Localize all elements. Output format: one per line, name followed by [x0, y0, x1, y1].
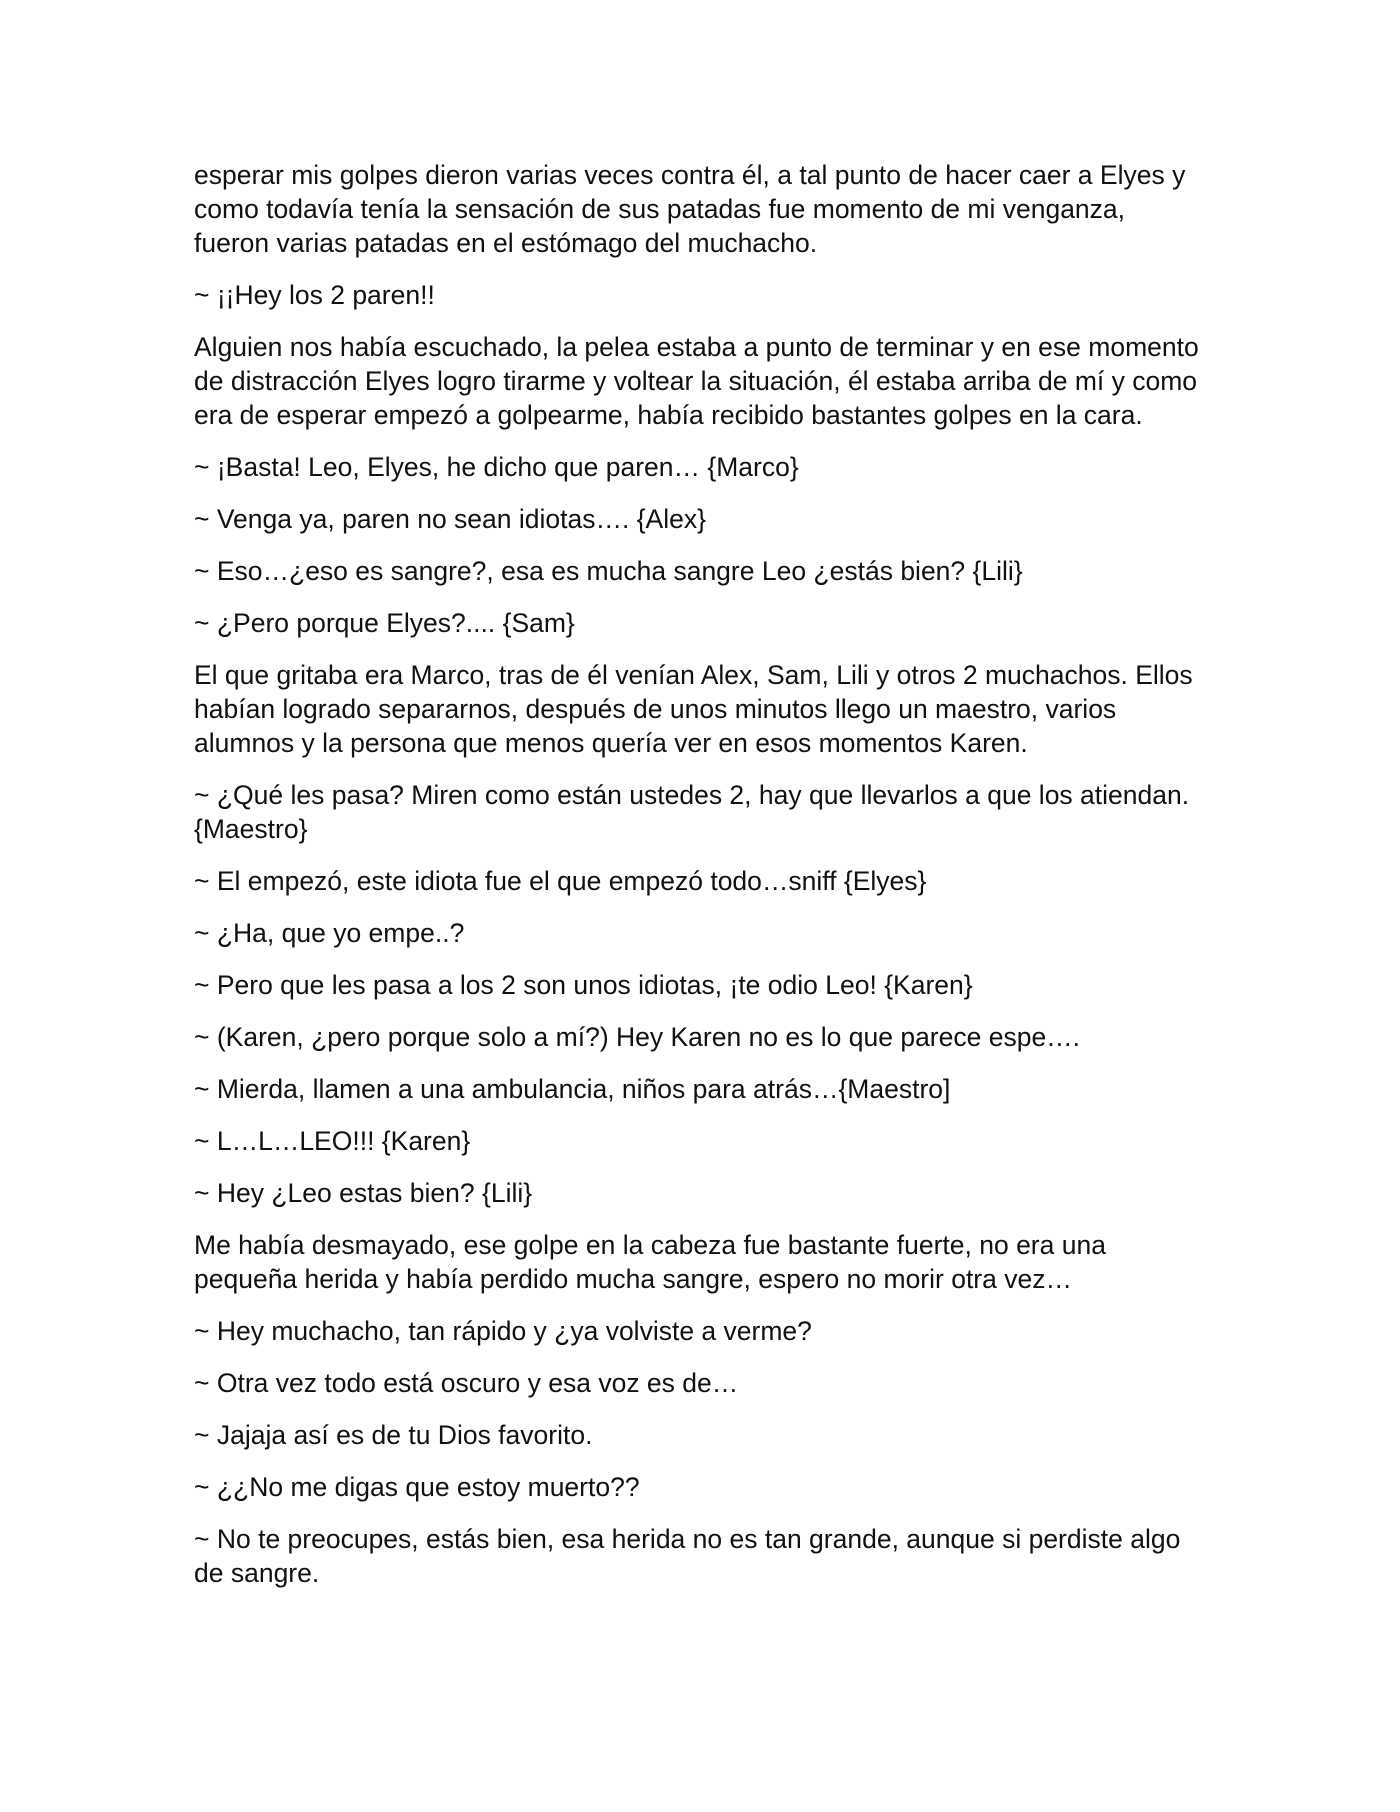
dialogue-line: ~ El empezó, este idiota fue el que empezó todo…sniff {Elyes}: [194, 866, 927, 896]
paragraph: esperar mis golpes dieron varias veces contra él, a tal punto de hacer caer a Elyes y como todavía tenía la sensación de sus patadas fue momento de mi venganza, fueron varias patadas en el estómago del muchacho.: [194, 160, 1186, 258]
dialogue-line: ~ ¡¡Hey los 2 paren!!: [194, 280, 435, 310]
dialogue-line: ~ ¿¿No me digas que estoy muerto??: [194, 1472, 640, 1502]
paragraph: Me había desmayado, ese golpe en la cabeza fue bastante fuerte, no era una pequeña herida y había perdido mucha sangre, espero no morir otra vez…: [194, 1230, 1106, 1294]
document-body: [194, 158, 1204, 1608]
dialogue-line: ~ Hey muchacho, tan rápido y ¿ya volviste a verme?: [194, 1316, 812, 1346]
dialogue-line: ~ No te preocupes, estás bien, esa herida no es tan grande, aunque si perdiste algo de sangre.: [194, 1524, 1181, 1588]
dialogue-line: ~ ¿Ha, que yo empe..?: [194, 918, 465, 948]
dialogue-line: ~ Otra vez todo está oscuro y esa voz es de…: [194, 1368, 739, 1398]
dialogue-line: ~ Jajaja así es de tu Dios favorito.: [194, 1420, 593, 1450]
dialogue-line: ~ ¿Qué les pasa? Miren como están ustedes 2, hay que llevarlos a que los atiendan. {Maestro}: [194, 780, 1190, 844]
dialogue-line: ~ ¡Basta! Leo, Elyes, he dicho que paren… {Marco}: [194, 452, 799, 482]
dialogue-line: ~ Mierda, llamen a una ambulancia, niños para atrás…{Maestro]: [194, 1074, 951, 1104]
paragraph: El que gritaba era Marco, tras de él venían Alex, Sam, Lili y otros 2 muchachos. Ellos habían logrado separarnos, después de unos minutos llego un maestro, varios alumnos y la persona que menos quería ver en esos momentos Karen.: [194, 660, 1193, 758]
paragraph: Alguien nos había escuchado, la pelea estaba a punto de terminar y en ese momento de distracción Elyes logro tirarme y voltear la situación, él estaba arriba de mí y como era de esperar empezó a golpearme, había recibido bastantes golpes en la cara.: [194, 332, 1199, 430]
dialogue-line: ~ ¿Pero porque Elyes?.... {Sam}: [194, 608, 575, 638]
dialogue-line: ~ L…L…LEO!!! {Karen}: [194, 1126, 471, 1156]
dialogue-line: ~ Pero que les pasa a los 2 son unos idiotas, ¡te odio Leo! {Karen}: [194, 970, 973, 1000]
dialogue-line: ~ Venga ya, paren no sean idiotas…. {Alex}: [194, 504, 706, 534]
dialogue-line: ~ Eso…¿eso es sangre?, esa es mucha sangre Leo ¿estás bien? {Lili}: [194, 556, 1023, 586]
dialogue-line: ~ (Karen, ¿pero porque solo a mí?) Hey Karen no es lo que parece espe….: [194, 1022, 1081, 1052]
dialogue-line: ~ Hey ¿Leo estas bien? {Lili}: [194, 1178, 533, 1208]
